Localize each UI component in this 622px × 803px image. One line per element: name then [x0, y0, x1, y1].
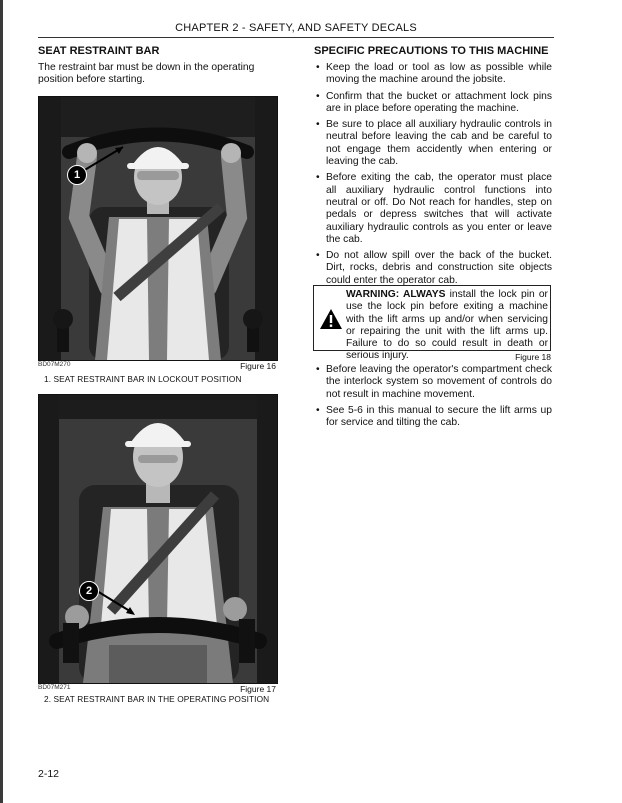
- list-item: • Do not allow spill over the back of the bucket. Dirt, rocks, debris and construction site objects could enter the operator cab.: [314, 250, 552, 287]
- seat-restraint-intro: The restraint bar must be down in the operating position before starting.: [38, 62, 255, 86]
- header-rule: [38, 37, 554, 38]
- figure-16-caption: 1. SEAT RESTRAINT BAR IN LOCKOUT POSITION: [44, 374, 242, 384]
- figure-16-label: Figure 16: [240, 361, 276, 371]
- list-item: • Keep the load or tool as low as possible while moving the machine around the jobsite.: [314, 62, 552, 87]
- figure-17-caption: 2. SEAT RESTRAINT BAR IN THE OPERATING POSITION: [44, 694, 270, 704]
- precautions-list-continued: [314, 364, 552, 433]
- figure-17-callout: 2: [79, 581, 99, 601]
- figure-17-label: Figure 17: [240, 684, 276, 694]
- seat-restraint-heading: SEAT RESTRAINT BAR: [38, 45, 160, 57]
- warning-label: WARNING: ALWAYS: [346, 289, 446, 300]
- figure-16-code: BD07M270: [38, 361, 71, 368]
- list-item: • Confirm that the bucket or attachment lock pins are in place before operating the machine.: [314, 91, 552, 116]
- list-item: • Before leaving the operator's compartment check the interlock system so movement of controls do not result in machine movement.: [314, 364, 552, 401]
- warning-triangle-icon: [319, 308, 343, 330]
- list-item: • Be sure to place all auxiliary hydraulic controls in neutral before leaving the cab and be careful to not engage them accidently when entering or leaving the cab.: [314, 119, 552, 168]
- warning-body: install the lock pin or use the lock pin before exiting a machine with the lift arms up and/or when servicing or repairing the unit with the lift arms up. Failure to do so could result in death or serious injury.: [346, 289, 548, 362]
- figure-16-photo: [38, 96, 278, 361]
- precautions-list: [314, 62, 552, 291]
- figure-18-label: Figure 18: [515, 352, 551, 362]
- page-number: 2-12: [38, 768, 60, 780]
- figure-17-code: BD07M271: [38, 684, 71, 691]
- chapter-header: CHAPTER 2 - SAFETY, AND SAFETY DECALS: [175, 22, 417, 34]
- page-binding-edge: [0, 0, 3, 803]
- list-item: • Before exiting the cab, the operator must place all auxiliary hydraulic control functions into neutral or off. Do Not reach for handles, step on pedals or depress switches that will activate auxiliary hydraulic controls as you enter or leave the cab.: [314, 172, 552, 246]
- figure-17-photo: [38, 394, 278, 684]
- precautions-heading: SPECIFIC PRECAUTIONS TO THIS MACHINE: [314, 45, 549, 57]
- list-item: • See 5-6 in this manual to secure the lift arms up for service and tilting the cab.: [314, 405, 552, 430]
- figure-16-callout: 1: [67, 165, 87, 185]
